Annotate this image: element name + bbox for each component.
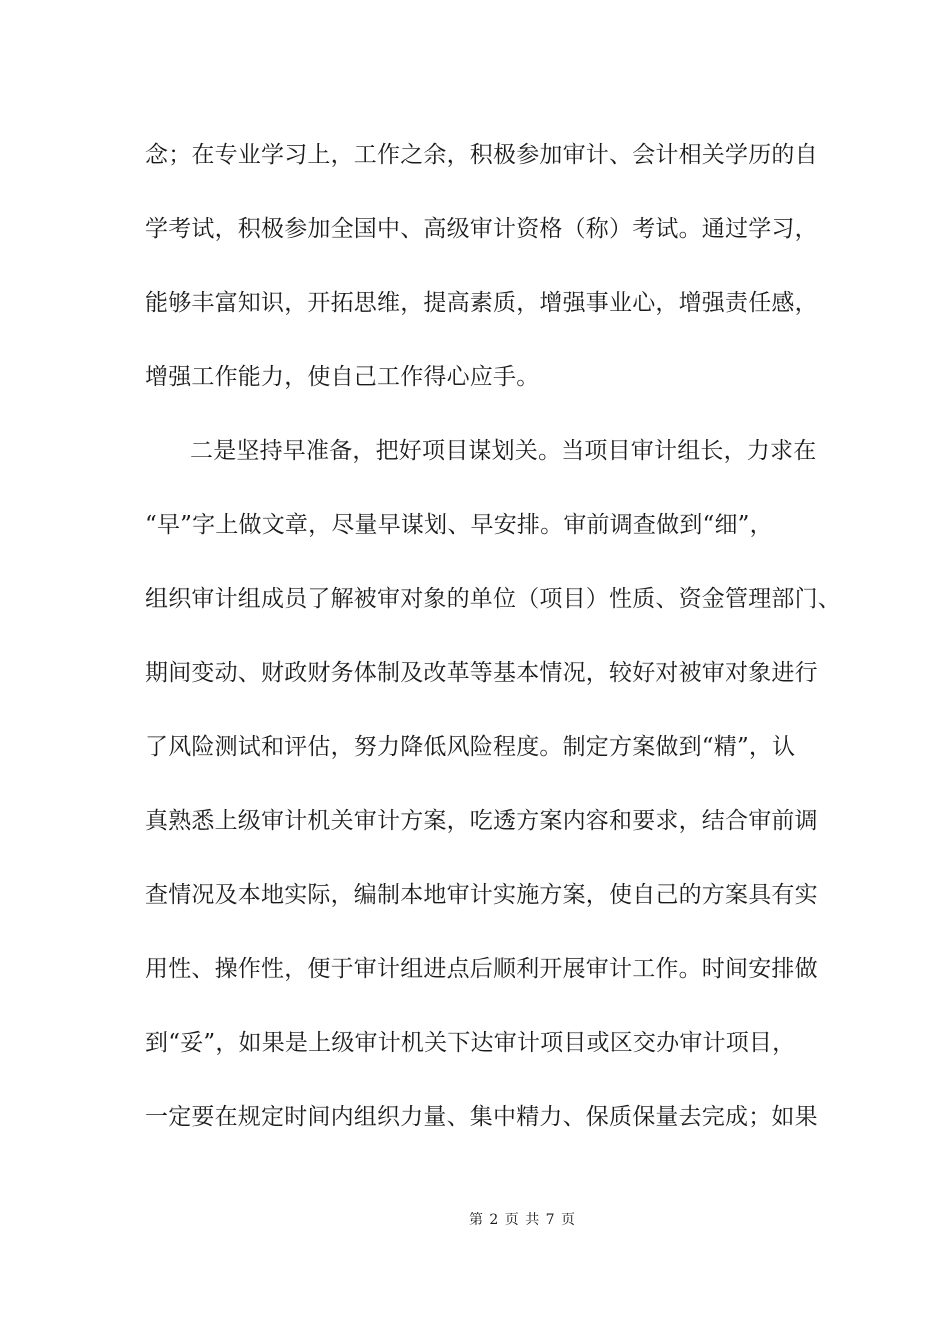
body-text-line: 了风险测试和评估，努力降低风险程度。制定方案做到“精”，认 [145,734,796,760]
body-text-line: “早”字上做文章，尽量早谋划、早安排。审前调查做到“细”， [145,512,773,538]
page-footer [0,1211,950,1229]
body-text-line: 增强工作能力，使自己工作得心应手。 [145,364,540,390]
body-text-line: 一定要在规定时间内组织力量、集中精力、保质保量去完成；如果 [145,1104,818,1130]
paragraph-first-line: 二是坚持早准备，把好项目谋划关。当项目审计组长，力求在 [190,438,817,464]
body-text-line: 到“妥”，如果是上级审计机关下达审计项目或区交办审计项目， [145,1030,796,1056]
body-text-line: 学考试，积极参加全国中、高级审计资格（称）考试。通过学习， [145,216,818,242]
body-text-line: 真熟悉上级审计机关审计方案，吃透方案内容和要求，结合审前调 [145,808,818,834]
body-text-line: 能够丰富知识，开拓思维，提高素质，增强事业心，增强责任感， [145,290,818,316]
page-number: 第 2 页 共 7 页 [468,1212,577,1228]
body-text-line: 组织审计组成员了解被审对象的单位（项目）性质、资金管理部门、 [145,586,841,612]
body-text-line: 用性、操作性，便于审计组进点后顺利开展审计工作。时间安排做 [145,956,818,982]
body-text-line: 念；在专业学习上，工作之余，积极参加审计、会计相关学历的自 [145,142,818,168]
body-text-line: 查情况及本地实际，编制本地审计实施方案，使自己的方案具有实 [145,882,818,908]
body-text-line: 期间变动、财政财务体制及改革等基本情况，较好对被审对象进行 [145,660,818,686]
